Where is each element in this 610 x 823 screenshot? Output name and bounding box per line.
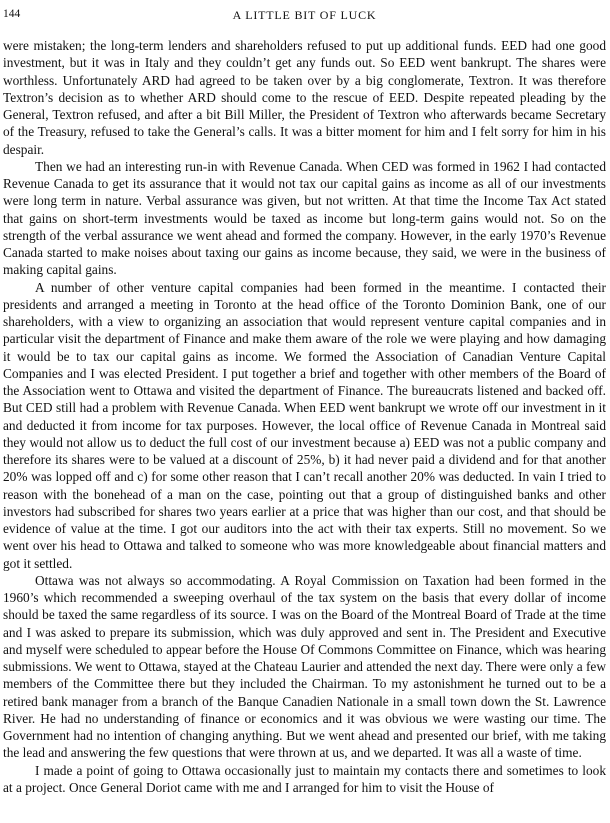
page-header xyxy=(3,8,606,24)
paragraph: I made a point of going to Ottawa occasionally just to maintain my contacts there and sometimes to look at a project. Once General Doriot came with me and I arranged for him to visit the House of xyxy=(3,762,606,795)
paragraph: A number of other venture capital companies had been formed in the meantime. I contacted their presidents and arranged a meeting in Toronto at the head office of the Toronto Dominion Bank, one of our shareholders, with a view to organizing an association that would represent venture capital companies and in particular visit the department of Finance and make them aware of the role we were playing and how damaging it would be to tax our capital gains as income. We formed the Association of Canadian Venture Capital Companies and I was elected President. I put together a brief and together with other members of the Board of the Association went to Ottawa and visited the department of Finance. The bureaucrats listened and backed off. But CED still had a problem with Revenue Canada. When EED went bankrupt we wrote off our investment in it and deducted it from income for tax purposes. However, the local office of Revenue Canada in Montreal said they would not allow us to deduct the full cost of our investment because a) EED was not a public company and therefore its shares were to be valued at a discount of 25%, b) it had never paid a dividend and for that another 20% was lopped off and c) for some other reason that I can’t recall another 20% was deducted. In vain I tried to reason with the bonehead of a man on the case, pointing out that a group of distinguished banks and other investors had subscribed for shares two years earlier at a price that was higher than our cost, and that should be evidence of value at the time. I got our auditors into the act with their tax experts. Still no movement. So we went over his head to Ottawa and talked to someone who was more knowledgeable about financial matters and got it settled. xyxy=(3,279,606,571)
running-title: A LITTLE BIT OF LUCK xyxy=(232,8,377,22)
paragraph: were mistaken; the long-term lenders and shareholders refused to put up additional funds. EED had one good investment, but it was in Italy and they couldn’t get any funds out. So EED went bankrupt. The shares were worthless. Unfortunately ARD had agreed to be taken over by a big conglomerate, Textron. It was therefore Textron’s decision as to whether ARD should come to the rescue of EED. Despite repeated pleading by the General, Textron refused, and after a bit Bill Miller, the President of Textron who afterwards became Secretary of the Treasury, refused to take the General’s calls. It was a bitter moment for him and I felt sorry for him in his despair. xyxy=(3,38,606,157)
page-number: 144 xyxy=(3,8,21,20)
paragraph: Then we had an interesting run-in with Revenue Canada. When CED was formed in 1962 I had contacted Revenue Canada to get its assurance that it would not tax our capital gains as income as all of our investments were long term in nature. Verbal assurance was given, but not written. At that time the Income Tax Act stated that gains on short-term investments would be taxed as income but long-term gains would not. So on the strength of the verbal assurance we went ahead and formed the company. However, in the early 1970’s Revenue Canada started to make noises about taxing our gains as income because, they said, we were in the business of making capital gains. xyxy=(3,158,606,278)
paragraph: Ottawa was not always so accommodating. A Royal Commission on Taxation had been formed in the 1960’s which recommended a sweeping overhaul of the tax system on the basis that every dollar of income should be taxed the same regardless of its source. I was on the Board of the Montreal Board of Trade at the time and I was asked to prepare its submission, which was duly approved and sent in. The President and Executive and myself were scheduled to appear before the House Of Commons Committee on Finance, which was hearing submissions. We went to Ottawa, stayed at the Chateau Laurier and attended the next day. There were only a few members of the Committee there but they included the Chairman. To my astonishment he turned out to be a retired bank manager from a branch of the Banque Canadien Nationale in a small town down the St. Lawrence River. He had no understanding of finance or economics and it was obvious we were wasting our time. The Government had no intention of changing anything. But we went ahead and presented our brief, with me taking the lead and answering the few questions that were thrown at us, and we departed. It was all a waste of time. xyxy=(3,572,606,761)
body-text xyxy=(3,37,606,796)
